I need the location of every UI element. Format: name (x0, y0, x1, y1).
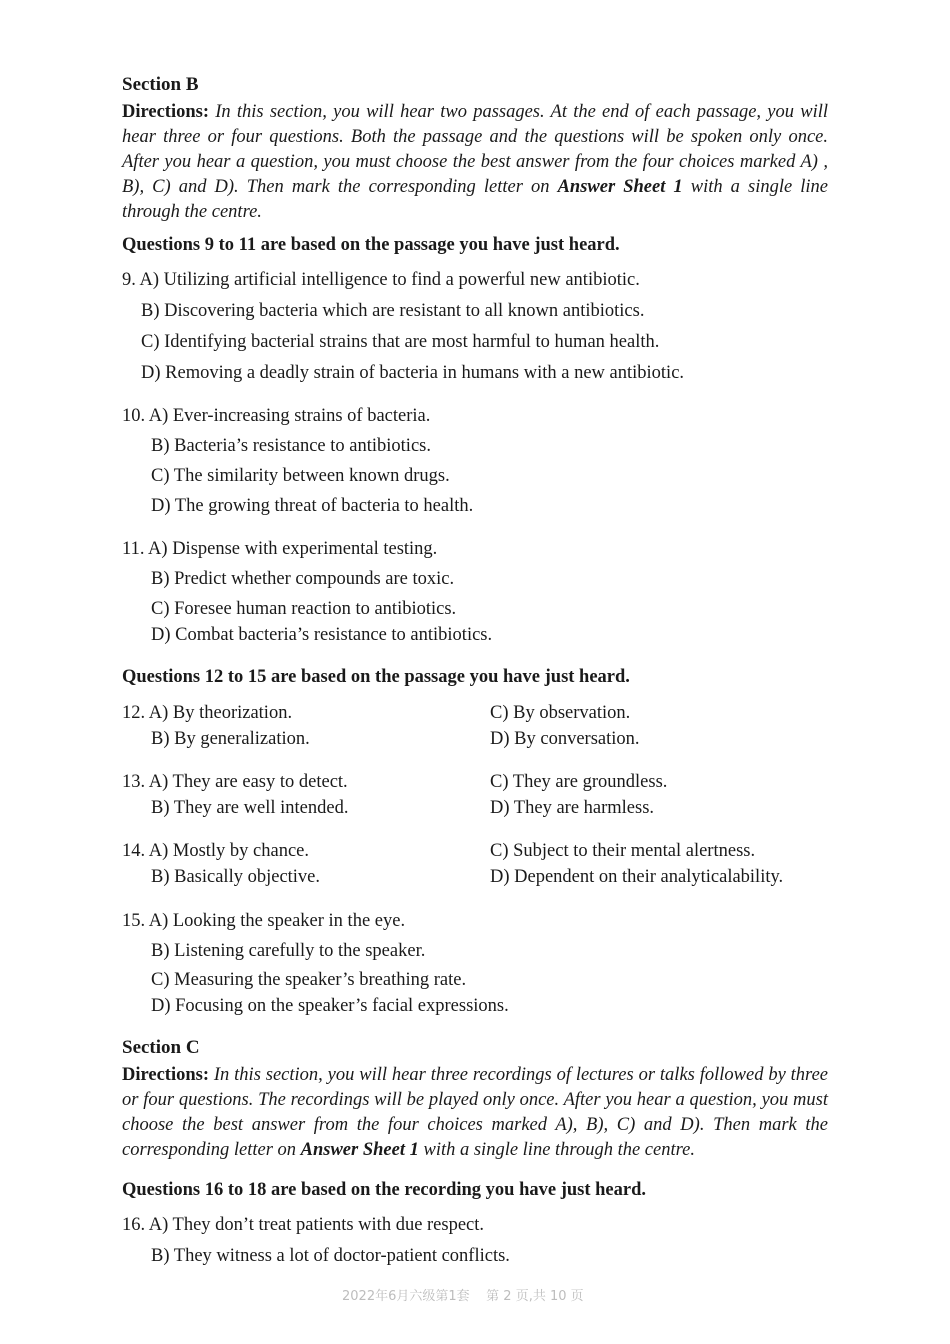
q9-option-b: B) Discovering bacteria which are resistant to all known antibiotics. (141, 301, 645, 321)
q10-option-c: C) The similarity between known drugs. (151, 466, 450, 486)
q11-option-d: D) Combat bacteria’s resistance to antibiotics. (151, 625, 493, 645)
q9-option-a: 9. A) Utilizing artificial intelligence to find a powerful new antibiotic. (122, 270, 640, 290)
q10-option-b: B) Bacteria’s resistance to antibiotics. (151, 436, 431, 456)
section-c-directions (122, 1063, 828, 1163)
answer-sheet-label: Answer Sheet 1 (300, 1140, 419, 1160)
q11-option-a: 11. A) Dispense with experimental testing. (122, 539, 438, 559)
q14-option-d: D) Dependent on their analyticalability. (490, 867, 784, 887)
directions-label: Directions: (122, 1065, 209, 1085)
q10-option-a: 10. A) Ever-increasing strains of bacteria. (122, 406, 431, 426)
section-b-heading: Section B (122, 74, 199, 95)
section-b-directions (122, 100, 828, 225)
q13-option-b: B) They are well intended. (151, 798, 349, 818)
directions-text-2: with a single line through the centre. (418, 1140, 695, 1160)
q16-option-b: B) They witness a lot of doctor-patient conflicts. (151, 1246, 510, 1266)
q13-option-d: D) They are harmless. (490, 798, 655, 818)
q15-option-d: D) Focusing on the speaker’s facial expressions. (151, 996, 509, 1016)
page-footer: 2022年6月六级第1套 第 2 页,共 10 页 (342, 1289, 584, 1304)
question-group-heading: Questions 9 to 11 are based on the passage you have just heard. (122, 235, 620, 255)
directions-text-1: In this section, you will hear two passages. At the end of each passage, you will hear three or four questions. Both the passage and the questions will be spoken only once. After you hear a question, you must choose the best answer from the four choices marked A) , B), C) and D). Then mark the corresponding letter on (122, 102, 828, 197)
q14-option-b: B) Basically objective. (151, 867, 321, 887)
q10-option-d: D) The growing threat of bacteria to health. (151, 496, 474, 516)
q11-option-b: B) Predict whether compounds are toxic. (151, 569, 455, 589)
q16-option-a: 16. A) They don’t treat patients with due respect. (122, 1215, 485, 1235)
q12-option-a: 12. A) By theorization. (122, 703, 293, 723)
q12-option-d: D) By conversation. (490, 729, 640, 749)
question-group-heading: Questions 12 to 15 are based on the passage you have just heard. (122, 667, 630, 687)
q9-option-c: C) Identifying bacterial strains that are most harmful to human health. (141, 332, 660, 352)
q11-option-c: C) Foresee human reaction to antibiotics. (151, 599, 457, 619)
q12-option-c: C) By observation. (490, 703, 631, 723)
q12-option-b: B) By generalization. (151, 729, 310, 749)
q9-option-d: D) Removing a deadly strain of bacteria in humans with a new antibiotic. (141, 363, 685, 383)
directions-text-2: with a single line through the centre. (122, 177, 828, 222)
q14-option-a: 14. A) Mostly by chance. (122, 841, 310, 861)
q15-option-a: 15. A) Looking the speaker in the eye. (122, 911, 406, 931)
question-group-heading: Questions 16 to 18 are based on the recording you have just heard. (122, 1180, 647, 1200)
directions-label: Directions: (122, 102, 209, 122)
directions-text-1: In this section, you will hear three recordings of lectures or talks followed by three or four questions. The recordings will be played only once. After you hear a question, you must choose the best answer from the four choices marked A), B), C) and D). Then mark the corresponding letter on (122, 1065, 828, 1160)
q14-option-c: C) Subject to their mental alertness. (490, 841, 756, 861)
section-c-heading: Section C (122, 1037, 200, 1058)
q15-option-c: C) Measuring the speaker’s breathing rate. (151, 970, 467, 990)
q13-option-c: C) They are groundless. (490, 772, 668, 792)
q13-option-a: 13. A) They are easy to detect. (122, 772, 348, 792)
answer-sheet-label: Answer Sheet 1 (557, 177, 683, 197)
q15-option-b: B) Listening carefully to the speaker. (151, 941, 426, 961)
